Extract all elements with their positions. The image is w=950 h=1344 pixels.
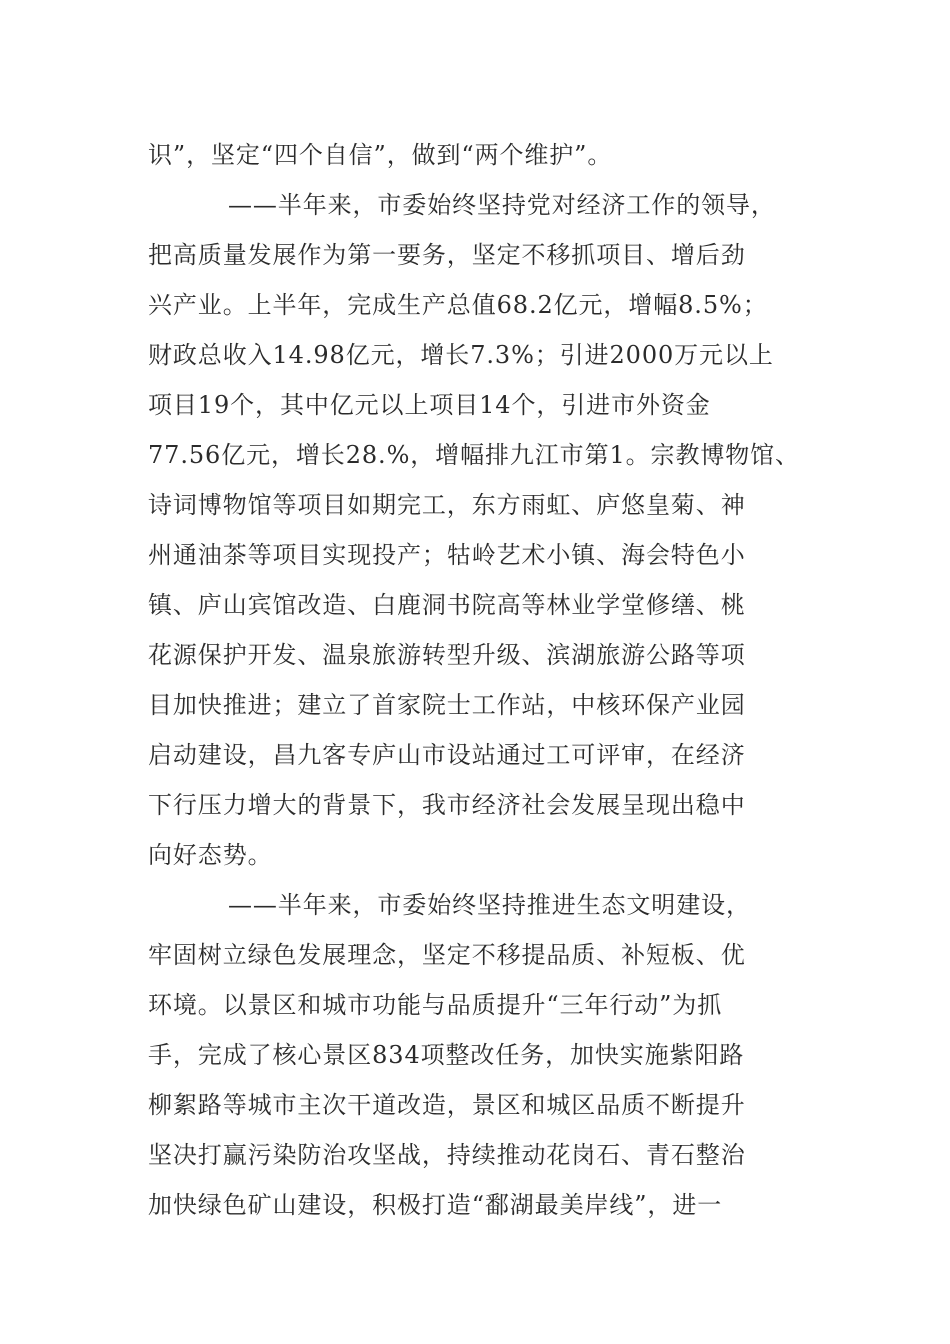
- text-line: 下行压力增大的背景下，我市经济社会发展呈现出稳中: [148, 791, 746, 819]
- text-line: 启动建设，昌九客专庐山市设站通过工可评审，在经济: [148, 741, 746, 769]
- text-line: 加快绿色矿山建设，积极打造“鄱湖最美岸线”，进一: [148, 1191, 723, 1219]
- paragraph-first-line: ——半年来，市委始终坚持党对经济工作的领导，: [228, 191, 776, 219]
- text-line: 向好态势。: [148, 841, 273, 869]
- paragraph-first-line: ——半年来，市委始终坚持推进生态文明建设，: [228, 891, 751, 919]
- text-line: 诗词博物馆等项目如期完工，东方雨虹、庐悠皇菊、神: [148, 491, 746, 519]
- text-line: 把高质量发展作为第一要务，坚定不移抓项目、增后劲: [148, 241, 746, 269]
- text-line: 花源保护开发、温泉旅游转型升级、滨湖旅游公路等项: [148, 641, 746, 669]
- text-line: 牢固树立绿色发展理念，坚定不移提品质、补短板、优: [148, 941, 746, 969]
- text-line: 兴产业。上半年，完成生产总值68.2亿元，增幅8.5%；: [148, 291, 768, 319]
- text-line: 识”，坚定“四个自信”，做到“两个维护”。: [148, 141, 613, 169]
- text-line: 目加快推进；建立了首家院士工作站，中核环保产业园: [148, 691, 746, 719]
- text-line: 环境。以景区和城市功能与品质提升“三年行动”为抓: [148, 991, 723, 1019]
- text-line: 财政总收入14.98亿元，增长7.3%；引进2000万元以上: [148, 341, 774, 369]
- text-line: 手，完成了核心景区834项整改任务，加快实施紫阳路: [148, 1041, 745, 1069]
- text-line: 坚决打赢污染防治攻坚战，持续推动花岗石、青石整治: [148, 1141, 746, 1169]
- text-line: 柳絮路等城市主次干道改造，景区和城区品质不断提升: [148, 1091, 746, 1119]
- text-line: 州通油茶等项目实现投产；牯岭艺术小镇、海会特色小: [148, 541, 746, 569]
- text-line: 77.56亿元，增长28.%，增幅排九江市第1。宗教博物馆、: [148, 441, 800, 469]
- text-line: 项目19个，其中亿元以上项目14个，引进市外资金: [148, 391, 711, 419]
- text-line: 镇、庐山宾馆改造、白鹿洞书院高等林业学堂修缮、桃: [148, 591, 746, 619]
